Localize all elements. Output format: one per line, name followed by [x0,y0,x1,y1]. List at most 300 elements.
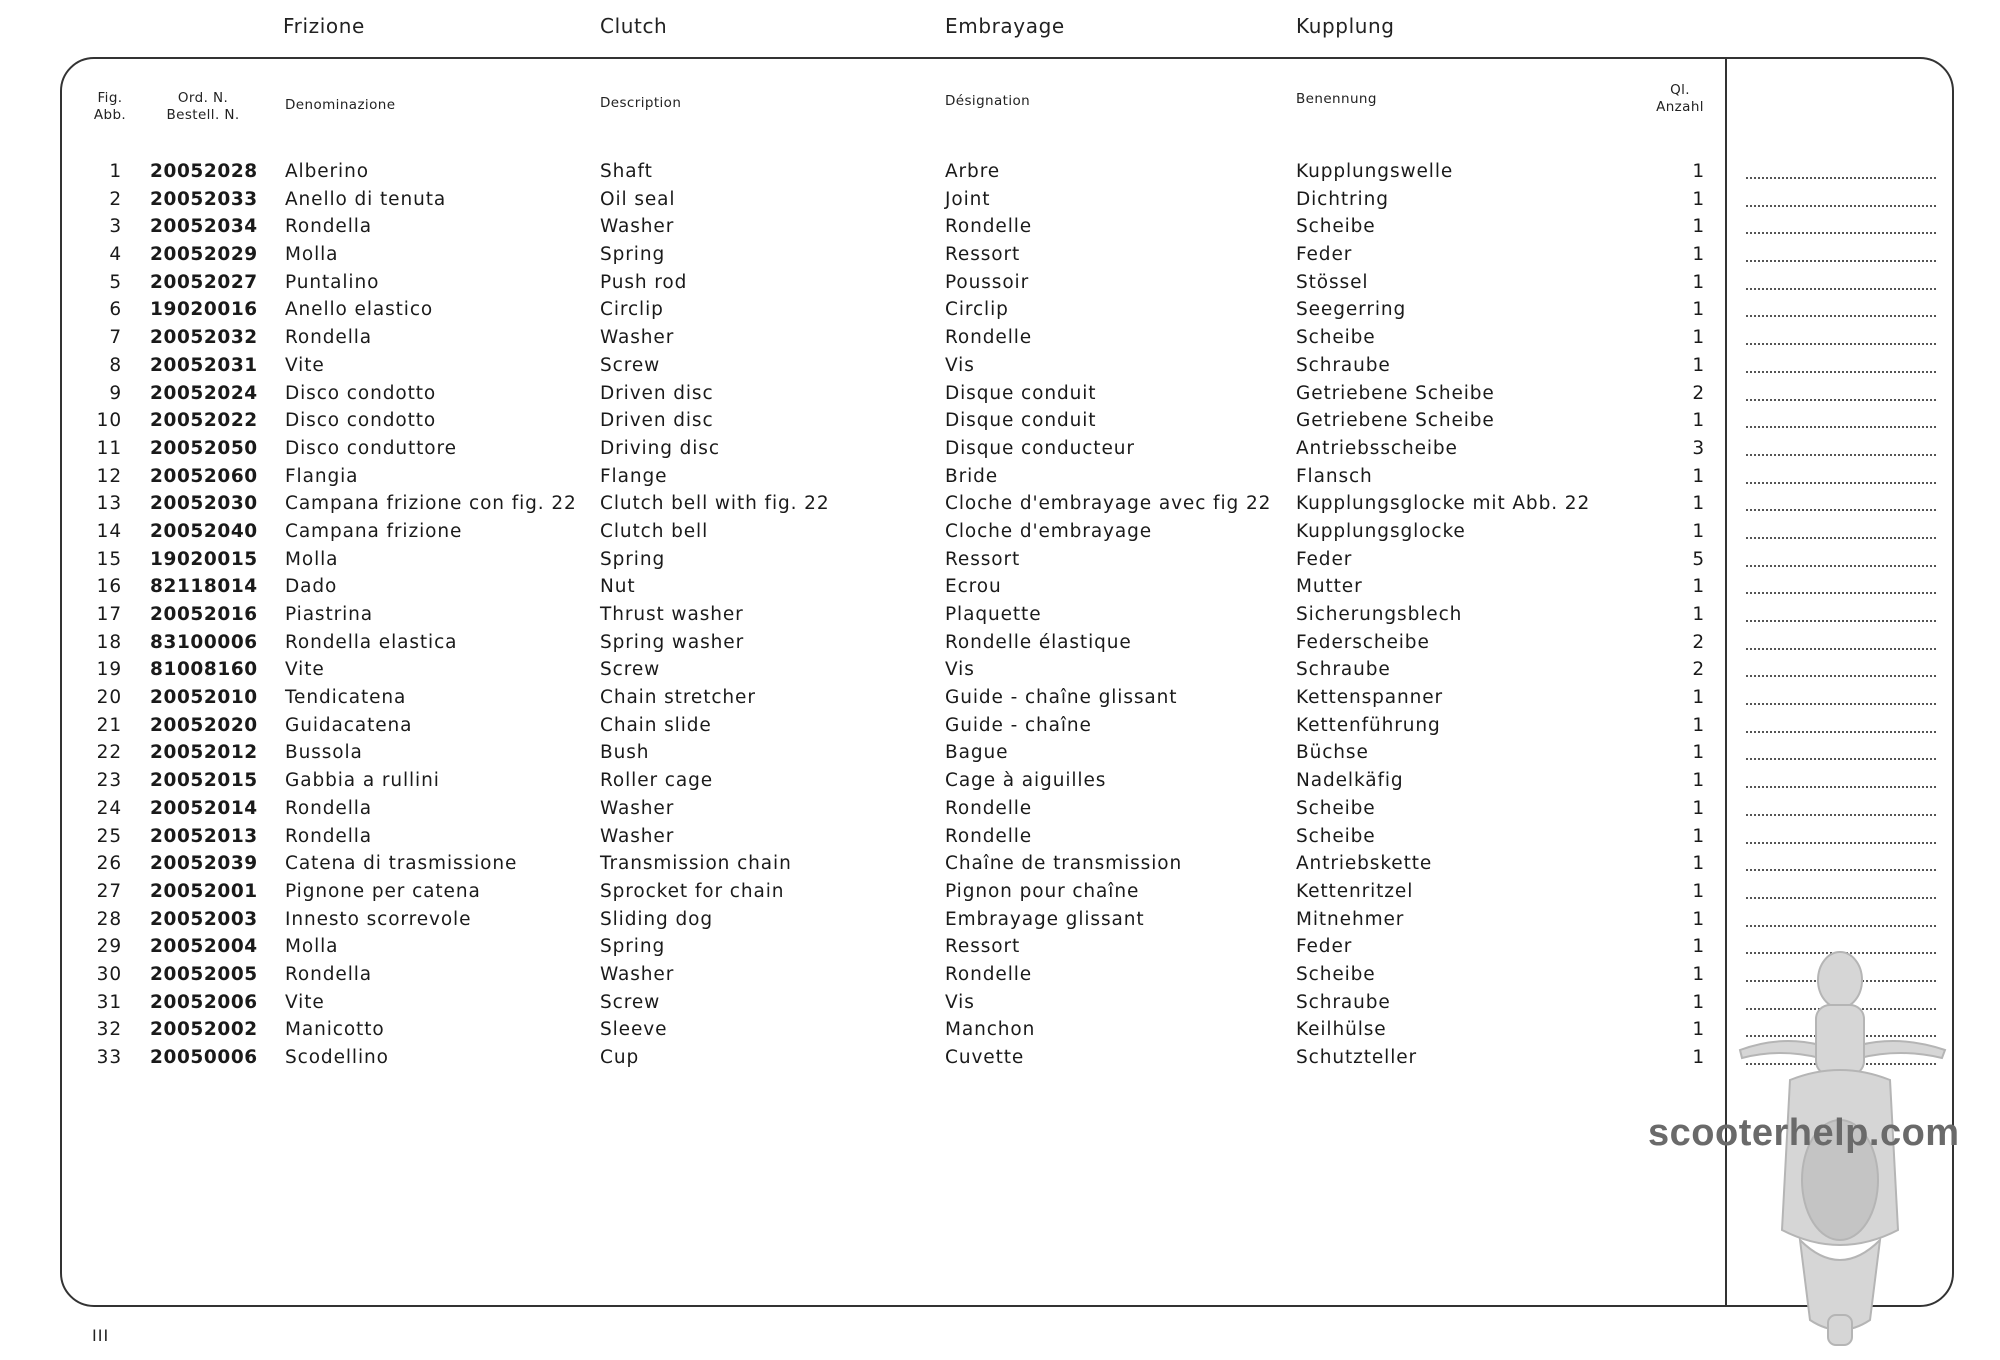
name-english: Sprocket for chain [600,880,785,902]
notes-dotted-line [1746,897,1936,899]
order-number: 20052006 [150,991,258,1013]
header-fig-line1: Fig. [97,90,123,106]
order-number: 20052012 [150,742,258,764]
name-german: Getriebene Scheibe [1296,410,1495,432]
name-german: Feder [1296,244,1353,266]
quantity: 1 [1692,354,1705,376]
fig-number: 22 [96,742,122,764]
header-italian: Denominazione [285,97,396,113]
fig-number: 19 [96,659,122,681]
name-german: Kupplungswelle [1296,161,1454,182]
name-french: Ressort [945,548,1021,570]
notes-dotted-line [1746,343,1936,345]
name-french: Vis [945,991,975,1013]
name-french: Vis [945,354,975,376]
notes-dotted-line [1746,731,1936,733]
notes-dotted-line [1746,620,1936,622]
name-french: Manchon [945,1019,1036,1041]
quantity: 1 [1692,327,1705,349]
quantity: 1 [1692,991,1705,1013]
quantity: 1 [1692,1047,1705,1068]
name-english: Spring [600,244,666,266]
order-number: 20052060 [150,465,258,487]
name-italian: Gabbia a rullini [285,770,440,792]
name-english: Oil seal [600,188,676,210]
name-german: Kupplungsglocke [1296,520,1466,542]
order-number: 20052027 [150,271,258,293]
name-german: Sicherungsblech [1296,604,1463,625]
fig-number: 24 [96,797,122,819]
header-german: Benennung [1296,91,1377,107]
fig-number: 20 [96,687,122,709]
name-french: Ecrou [945,576,1002,598]
order-number: 20052016 [150,604,258,625]
name-german: Getriebene Scheibe [1296,382,1495,404]
table-row [0,739,2000,767]
name-english: Clutch bell with fig. 22 [600,493,830,515]
page-number: III [92,1326,110,1345]
name-german: Kupplungsglocke mit Abb. 22 [1296,493,1591,515]
quantity: 1 [1692,963,1705,985]
table-row [0,961,2000,989]
name-german: Schraube [1296,354,1391,376]
header-quantity [1640,82,1720,116]
name-french: Disque conduit [945,410,1097,432]
order-number: 20052010 [150,687,258,709]
notes-dotted-line [1746,177,1936,179]
name-german: Antriebskette [1296,853,1433,875]
quantity: 5 [1692,548,1705,570]
table-row [0,269,2000,297]
fig-number: 21 [96,714,122,736]
notes-dotted-line [1746,426,1936,428]
name-english: Washer [600,825,675,847]
notes-dotted-line [1746,648,1936,650]
name-english: Driven disc [600,410,714,432]
name-italian: Guidacatena [285,714,413,736]
name-italian: Bussola [285,742,363,764]
quantity: 1 [1692,244,1705,266]
notes-dotted-line [1746,758,1936,760]
notes-dotted-line [1746,205,1936,207]
order-number: 19020016 [150,299,258,321]
table-row [0,1044,2000,1072]
name-french: Pignon pour chaîne [945,880,1140,902]
order-number: 20052033 [150,188,258,210]
order-number: 20052032 [150,327,258,349]
order-number: 20052013 [150,825,258,847]
notes-dotted-line [1746,260,1936,262]
quantity: 1 [1692,880,1705,902]
name-italian: Campana frizione con fig. 22 [285,493,577,515]
name-english: Spring [600,548,666,570]
table-row [0,795,2000,823]
name-italian: Campana frizione [285,520,463,542]
name-german: Feder [1296,548,1353,570]
fig-number: 9 [109,382,122,404]
notes-dotted-line [1746,675,1936,677]
header-qty-line2: Anzahl [1656,99,1704,115]
table-row [0,767,2000,795]
fig-number: 8 [109,354,122,376]
header-order-line2: Bestell. N. [166,107,240,123]
name-italian: Scodellino [285,1047,389,1068]
fig-number: 3 [109,216,122,238]
table-row [0,573,2000,601]
name-italian: Flangia [285,465,359,487]
fig-number: 32 [96,1019,122,1041]
quantity: 1 [1692,853,1705,875]
name-french: Joint [945,188,991,210]
quantity: 1 [1692,770,1705,792]
name-english: Transmission chain [600,853,792,875]
quantity: 1 [1692,908,1705,930]
fig-number: 13 [96,493,122,515]
fig-number: 30 [96,963,122,985]
name-italian: Vite [285,659,325,681]
name-english: Driving disc [600,437,720,459]
title-english: Clutch [600,14,668,38]
quantity: 2 [1692,631,1705,653]
name-english: Screw [600,354,661,376]
name-german: Keilhülse [1296,1019,1387,1041]
name-italian: Vite [285,354,325,376]
title-french: Embrayage [945,14,1065,38]
table-row [0,933,2000,961]
quantity: 1 [1692,299,1705,321]
name-english: Washer [600,216,675,238]
order-number: 20052005 [150,963,258,985]
name-italian: Rondella elastica [285,631,458,653]
name-french: Guide - chaîne [945,714,1092,736]
table-row [0,712,2000,740]
name-german: Mitnehmer [1296,908,1405,930]
notes-dotted-line [1746,925,1936,927]
quantity: 1 [1692,161,1705,182]
fig-number: 1 [109,161,122,182]
name-italian: Rondella [285,963,373,985]
name-italian: Disco condotto [285,382,437,404]
name-english: Bush [600,742,650,764]
order-number: 20052002 [150,1019,258,1041]
title-german: Kupplung [1296,14,1395,38]
name-german: Dichtring [1296,188,1389,210]
name-german: Scheibe [1296,963,1376,985]
name-english: Shaft [600,161,653,182]
name-french: Ressort [945,936,1021,958]
name-english: Roller cage [600,770,714,792]
name-italian: Rondella [285,797,373,819]
name-english: Screw [600,991,661,1013]
name-french: Cloche d'embrayage [945,520,1153,542]
notes-dotted-line [1746,842,1936,844]
name-english: Washer [600,963,675,985]
notes-dotted-line [1746,315,1936,317]
name-italian: Rondella [285,216,373,238]
name-german: Seegerring [1296,299,1407,321]
notes-dotted-line [1746,482,1936,484]
table-row [0,684,2000,712]
name-german: Mutter [1296,576,1363,598]
name-italian: Pignone per catena [285,880,481,902]
order-number: 81008160 [150,659,258,681]
table-row [0,463,2000,491]
table-row [0,878,2000,906]
fig-number: 11 [96,437,122,459]
quantity: 1 [1692,271,1705,293]
fig-number: 27 [96,880,122,902]
quantity: 1 [1692,714,1705,736]
name-french: Circlip [945,299,1009,321]
quantity: 1 [1692,576,1705,598]
fig-number: 10 [96,410,122,432]
name-french: Vis [945,659,975,681]
table-row [0,407,2000,435]
order-number: 83100006 [150,631,258,653]
name-french: Guide - chaîne glissant [945,687,1178,709]
name-english: Sliding dog [600,908,713,930]
notes-dotted-line [1746,288,1936,290]
name-french: Ressort [945,244,1021,266]
quantity: 2 [1692,659,1705,681]
order-number: 20052040 [150,520,258,542]
table-row [0,186,2000,214]
table-row [0,213,2000,241]
table-row [0,546,2000,574]
name-french: Poussoir [945,271,1030,293]
name-english: Clutch bell [600,520,709,542]
name-english: Chain slide [600,714,712,736]
notes-dotted-line [1746,537,1936,539]
table-row [0,823,2000,851]
order-number: 20052050 [150,437,258,459]
name-german: Scheibe [1296,327,1376,349]
table-row [0,435,2000,463]
name-german: Kettenritzel [1296,880,1414,902]
watermark-text: scooterhelp.com [1648,1112,1960,1154]
name-french: Bague [945,742,1009,764]
table-row [0,518,2000,546]
fig-number: 6 [109,299,122,321]
name-italian: Anello di tenuta [285,188,447,210]
order-number: 20052028 [150,161,258,182]
table-row [0,324,2000,352]
quantity: 2 [1692,382,1705,404]
notes-dotted-line [1746,232,1936,234]
table-row [0,850,2000,878]
name-french: Cage à aiguilles [945,770,1107,792]
name-french: Embrayage glissant [945,908,1145,930]
name-french: Disque conduit [945,382,1097,404]
fig-number: 2 [109,188,122,210]
name-english: Cup [600,1047,640,1068]
name-english: Flange [600,465,668,487]
name-english: Washer [600,797,675,819]
header-order-line1: Ord. N. [177,90,229,106]
quantity: 1 [1692,188,1705,210]
notes-dotted-line [1746,399,1936,401]
name-german: Scheibe [1296,825,1376,847]
name-italian: Puntalino [285,271,380,293]
order-number: 20052003 [150,908,258,930]
order-number: 20050006 [150,1047,258,1068]
name-german: Schraube [1296,659,1391,681]
name-german: Scheibe [1296,797,1376,819]
fig-number: 15 [96,548,122,570]
order-number: 20052034 [150,216,258,238]
name-french: Rondelle [945,797,1033,819]
name-italian: Dado [285,576,338,598]
name-english: Nut [600,576,636,598]
header-fig [80,90,140,124]
order-number: 20052020 [150,714,258,736]
quantity: 1 [1692,825,1705,847]
name-english: Thrust washer [600,604,744,625]
fig-number: 14 [96,520,122,542]
table-row [0,629,2000,657]
name-italian: Catena di trasmissione [285,853,518,875]
name-english: Driven disc [600,382,714,404]
name-italian: Manicotto [285,1019,385,1041]
name-italian: Rondella [285,825,373,847]
fig-number: 31 [96,991,122,1013]
quantity: 1 [1692,604,1705,625]
order-number: 20052039 [150,853,258,875]
name-french: Cloche d'embrayage avec fig 22 [945,493,1272,515]
notes-dotted-line [1746,786,1936,788]
name-french: Chaîne de transmission [945,853,1183,875]
name-french: Cuvette [945,1047,1025,1068]
fig-number: 17 [96,604,122,625]
table-row [0,352,2000,380]
table-row [0,906,2000,934]
table-row [0,490,2000,518]
header-french: Désignation [945,93,1031,109]
fig-number: 28 [96,908,122,930]
name-german: Nadelkäfig [1296,770,1404,792]
name-italian: Vite [285,991,325,1013]
name-english: Sleeve [600,1019,668,1041]
name-italian: Disco condotto [285,410,437,432]
parts-list [0,158,2000,1072]
name-french: Rondelle [945,216,1033,238]
header-order-number [148,90,258,124]
header-qty-line1: Ql. [1670,82,1690,98]
table-row [0,241,2000,269]
name-french: Disque conducteur [945,437,1135,459]
name-french: Bride [945,465,999,487]
name-italian: Molla [285,548,339,570]
name-italian: Alberino [285,161,369,182]
order-number: 19020015 [150,548,258,570]
order-number: 20052022 [150,410,258,432]
name-italian: Piastrina [285,604,374,625]
name-german: Flansch [1296,465,1373,487]
fig-number: 18 [96,631,122,653]
name-italian: Molla [285,244,339,266]
table-row [0,601,2000,629]
notes-dotted-line [1746,565,1936,567]
name-italian: Tendicatena [285,687,407,709]
table-row [0,158,2000,186]
name-german: Schutzteller [1296,1047,1418,1068]
fig-number: 26 [96,853,122,875]
notes-dotted-line [1746,454,1936,456]
quantity: 1 [1692,797,1705,819]
table-row [0,656,2000,684]
name-english: Push rod [600,271,688,293]
name-english: Circlip [600,299,664,321]
name-german: Stössel [1296,271,1369,293]
table-row [0,1016,2000,1044]
order-number: 20052004 [150,936,258,958]
name-german: Scheibe [1296,216,1376,238]
table-row [0,380,2000,408]
order-number: 20052014 [150,797,258,819]
name-french: Rondelle [945,327,1033,349]
order-number: 20052031 [150,354,258,376]
header-fig-line2: Abb. [93,107,127,123]
fig-number: 33 [96,1047,122,1068]
fig-number: 7 [109,327,122,349]
name-german: Büchse [1296,742,1369,764]
name-french: Plaquette [945,604,1042,625]
name-english: Screw [600,659,661,681]
name-french: Rondelle élastique [945,631,1132,653]
quantity: 1 [1692,742,1705,764]
fig-number: 25 [96,825,122,847]
name-italian: Innesto scorrevole [285,908,472,930]
quantity: 3 [1692,437,1705,459]
name-german: Kettenführung [1296,714,1441,736]
quantity: 1 [1692,216,1705,238]
quantity: 1 [1692,465,1705,487]
name-german: Schraube [1296,991,1391,1013]
fig-number: 5 [109,271,122,293]
fig-number: 12 [96,465,122,487]
name-french: Rondelle [945,963,1033,985]
title-italian: Frizione [283,14,365,38]
notes-dotted-line [1746,814,1936,816]
name-italian: Rondella [285,327,373,349]
quantity: 1 [1692,493,1705,515]
order-number: 20052024 [150,382,258,404]
name-italian: Molla [285,936,339,958]
name-german: Antriebsscheibe [1296,437,1458,459]
quantity: 1 [1692,1019,1705,1041]
order-number: 20052001 [150,880,258,902]
table-row [0,989,2000,1017]
name-german: Federscheibe [1296,631,1430,653]
table-row [0,296,2000,324]
fig-number: 4 [109,244,122,266]
order-number: 20052015 [150,770,258,792]
header-english: Description [600,95,682,111]
name-french: Arbre [945,161,1001,182]
order-number: 82118014 [150,576,258,598]
quantity: 1 [1692,520,1705,542]
name-english: Spring washer [600,631,745,653]
quantity: 1 [1692,687,1705,709]
notes-dotted-line [1746,703,1936,705]
name-english: Chain stretcher [600,687,756,709]
notes-dotted-line [1746,509,1936,511]
name-italian: Disco conduttore [285,437,457,459]
order-number: 20052030 [150,493,258,515]
name-english: Washer [600,327,675,349]
order-number: 20052029 [150,244,258,266]
quantity: 1 [1692,936,1705,958]
